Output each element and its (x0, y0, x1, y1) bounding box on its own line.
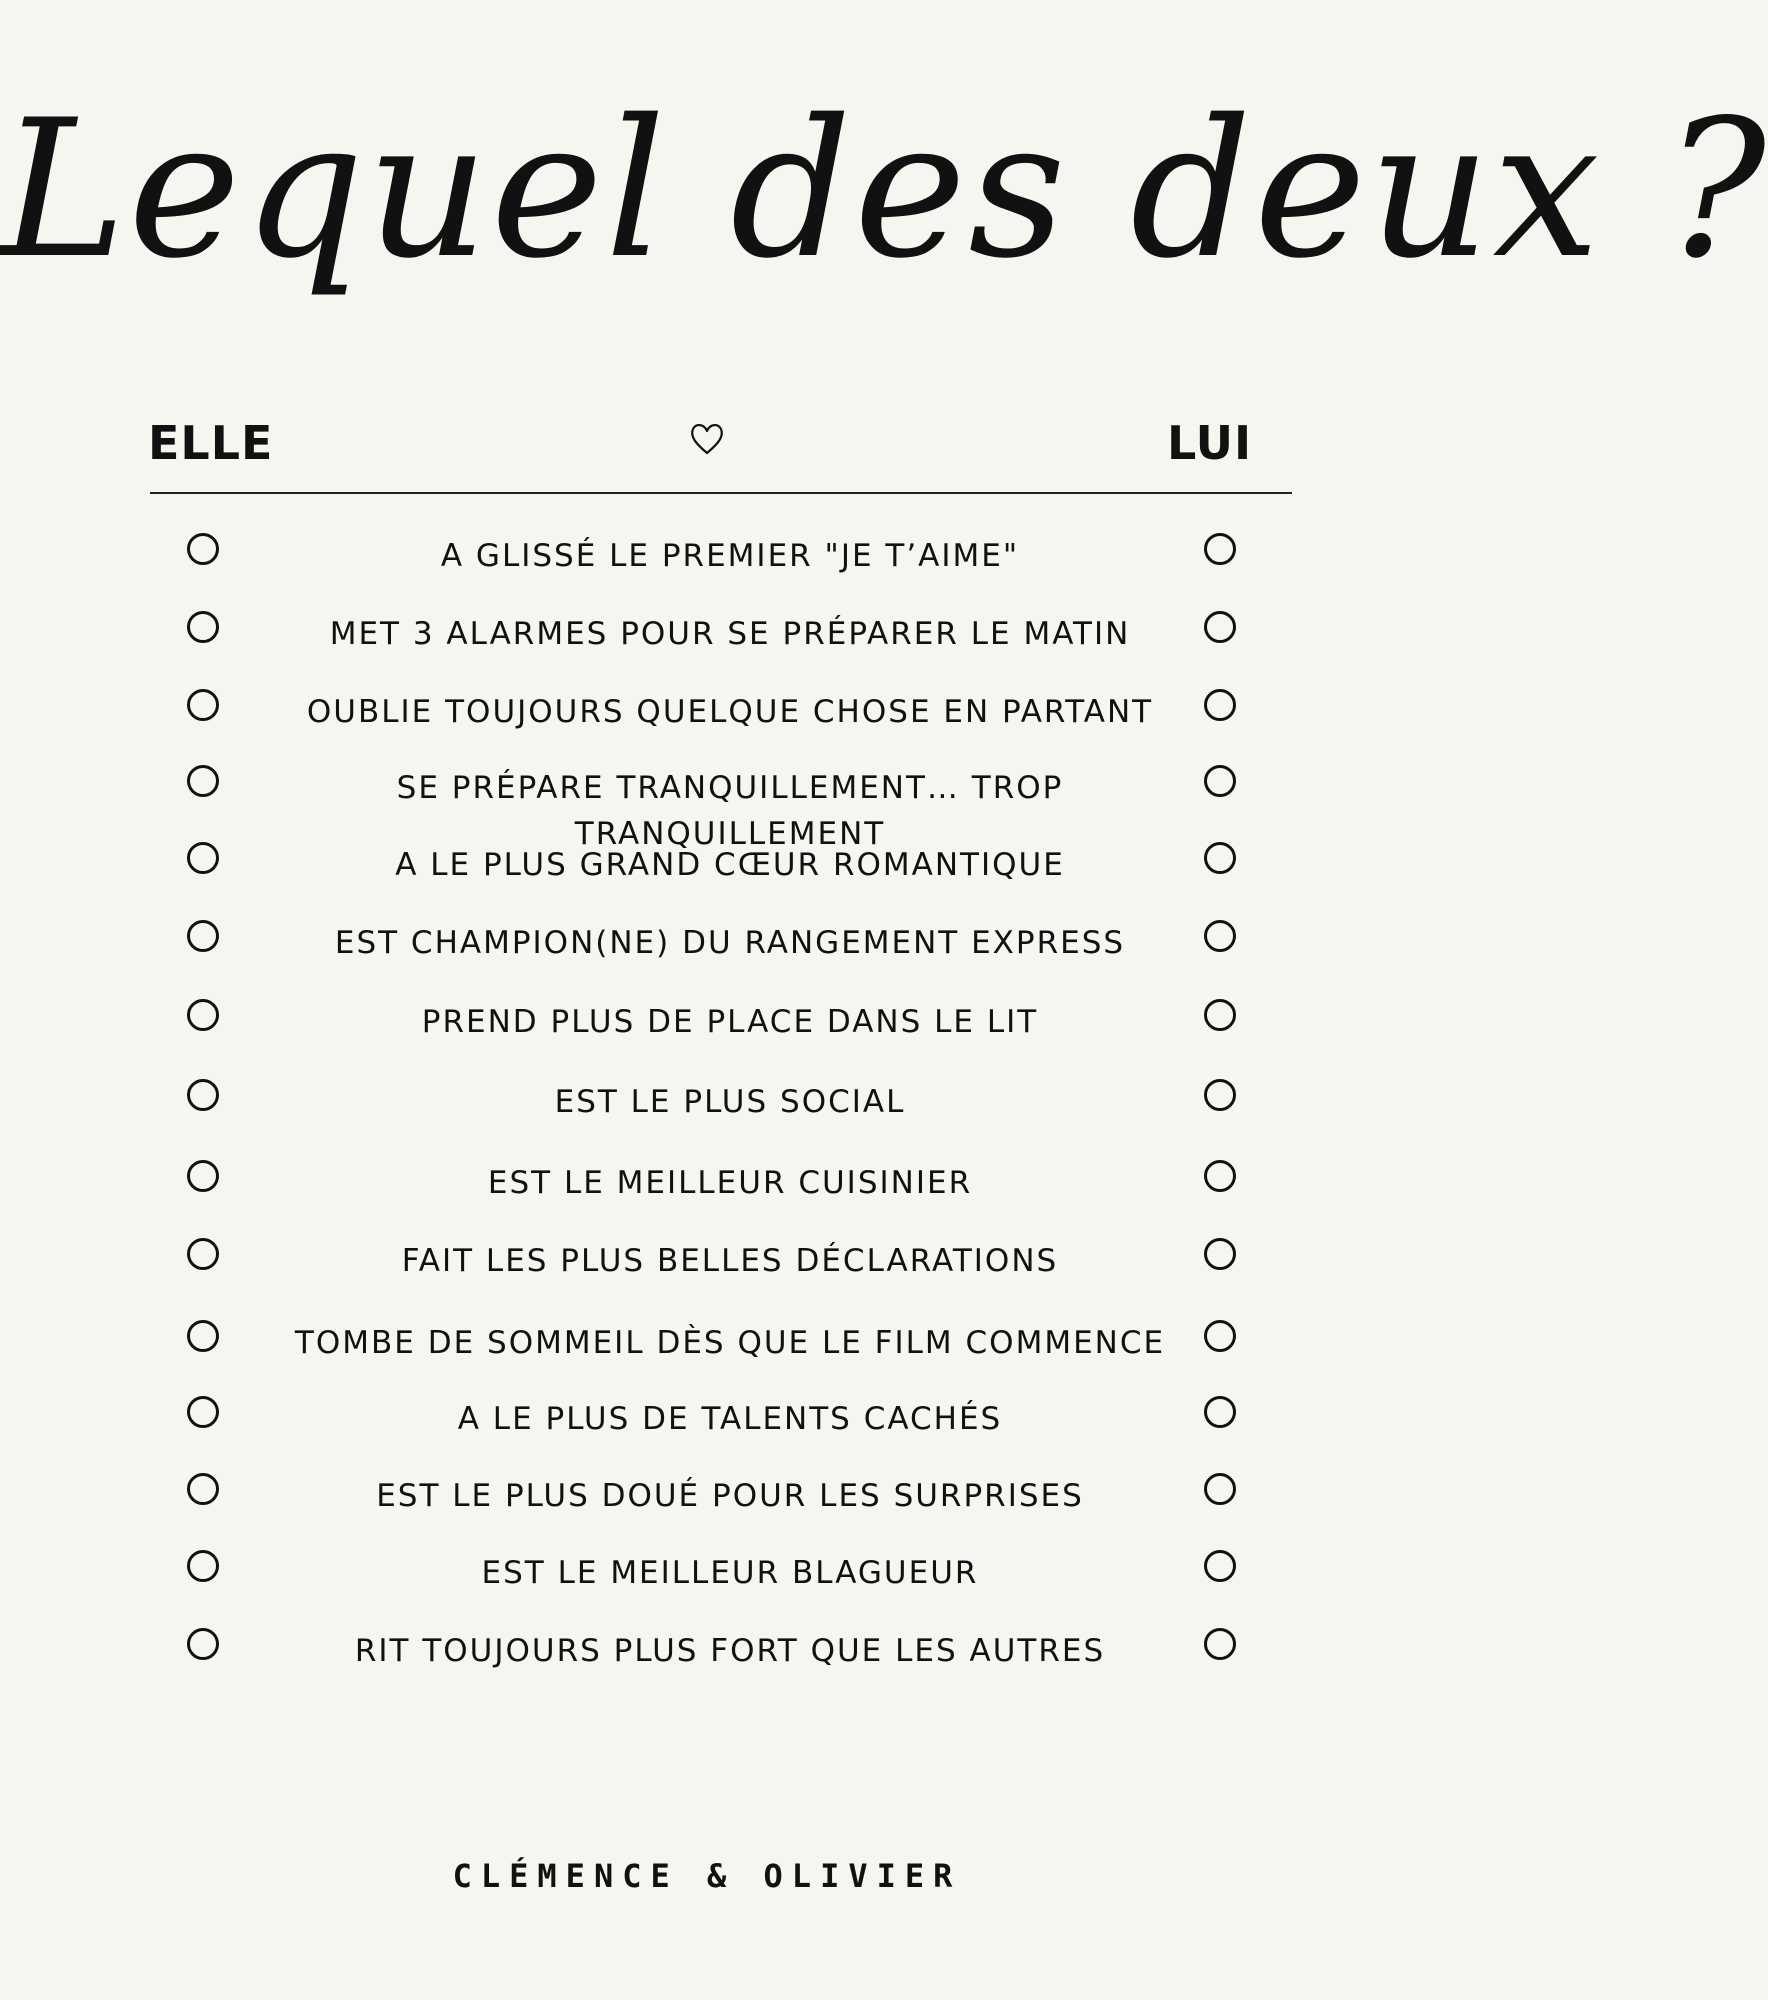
radio-elle[interactable] (187, 1628, 219, 1660)
question-text: A LE PLUS GRAND CŒUR ROMANTIQUE (395, 847, 1065, 883)
question-text: A GLISSÉ LE PREMIER "JE T’AIME" (440, 538, 1020, 574)
question-text: A LE PLUS DE TALENTS CACHÉS (457, 1401, 1003, 1437)
radio-elle[interactable] (187, 689, 219, 721)
question-text: TOMBE DE SOMMEIL DÈS QUE LE FILM COMMENCE (294, 1325, 1166, 1361)
question-text: RIT TOUJOURS PLUS FORT QUE LES AUTRES (354, 1633, 1106, 1669)
radio-lui[interactable] (1204, 1238, 1236, 1270)
radio-elle[interactable] (187, 1320, 219, 1352)
question-text: EST LE PLUS DOUÉ POUR LES SURPRISES (376, 1478, 1084, 1514)
question-text: PREND PLUS DE PLACE DANS LE LIT (421, 1004, 1039, 1040)
radio-lui[interactable] (1204, 920, 1236, 952)
radio-lui[interactable] (1204, 999, 1236, 1031)
question-row (0, 910, 1414, 970)
question-text: OUBLIE TOUJOURS QUELQUE CHOSE EN PARTANT (306, 694, 1154, 730)
question-row (0, 755, 1414, 852)
question-row (0, 601, 1414, 661)
question-text: FAIT LES PLUS BELLES DÉCLARATIONS (401, 1243, 1059, 1279)
question-text: SE PRÉPARE TRANQUILLEMENT… TROP TRANQUILLEMENT (396, 770, 1064, 852)
radio-elle[interactable] (187, 533, 219, 565)
radio-lui[interactable] (1204, 1550, 1236, 1582)
question-row (0, 1310, 1414, 1370)
column-header-elle: ELLE (148, 416, 274, 470)
radio-elle[interactable] (187, 920, 219, 952)
radio-elle[interactable] (187, 1473, 219, 1505)
radio-lui[interactable] (1204, 1160, 1236, 1192)
radio-elle[interactable] (187, 611, 219, 643)
radio-lui[interactable] (1204, 1628, 1236, 1660)
radio-lui[interactable] (1204, 611, 1236, 643)
question-row (0, 1228, 1414, 1288)
question-row (0, 832, 1414, 892)
question-text: EST LE MEILLEUR CUISINIER (487, 1165, 973, 1201)
question-row (0, 1150, 1414, 1210)
radio-elle[interactable] (187, 765, 219, 797)
question-text: EST CHAMPION(NE) DU RANGEMENT EXPRESS (334, 925, 1126, 961)
radio-lui[interactable] (1204, 1473, 1236, 1505)
radio-elle[interactable] (187, 1079, 219, 1111)
question-row (0, 1618, 1414, 1678)
radio-lui[interactable] (1204, 1079, 1236, 1111)
radio-elle[interactable] (187, 1238, 219, 1270)
question-text: MET 3 ALARMES POUR SE PRÉPARER LE MATIN (329, 616, 1131, 652)
question-row (0, 1386, 1414, 1446)
question-text: EST LE PLUS SOCIAL (554, 1084, 906, 1120)
page-title: Lequel des deux ? (0, 79, 1768, 300)
question-row (0, 1069, 1414, 1129)
signature: CLÉMENCE & OLIVIER (452, 1857, 962, 1895)
radio-lui[interactable] (1204, 689, 1236, 721)
radio-elle[interactable] (187, 1160, 219, 1192)
column-header-lui: LUI (1167, 416, 1253, 470)
question-row (0, 679, 1414, 739)
question-text: EST LE MEILLEUR BLAGUEUR (481, 1555, 979, 1591)
question-row (0, 989, 1414, 1049)
radio-lui[interactable] (1204, 1320, 1236, 1352)
radio-lui[interactable] (1204, 1396, 1236, 1428)
radio-elle[interactable] (187, 999, 219, 1031)
radio-elle[interactable] (187, 842, 219, 874)
radio-lui[interactable] (1204, 533, 1236, 565)
radio-lui[interactable] (1204, 842, 1236, 874)
radio-lui[interactable] (1204, 765, 1236, 797)
radio-elle[interactable] (187, 1550, 219, 1582)
question-row (0, 523, 1414, 583)
radio-elle[interactable] (187, 1396, 219, 1428)
question-row (0, 1463, 1414, 1523)
question-row (0, 1540, 1414, 1600)
